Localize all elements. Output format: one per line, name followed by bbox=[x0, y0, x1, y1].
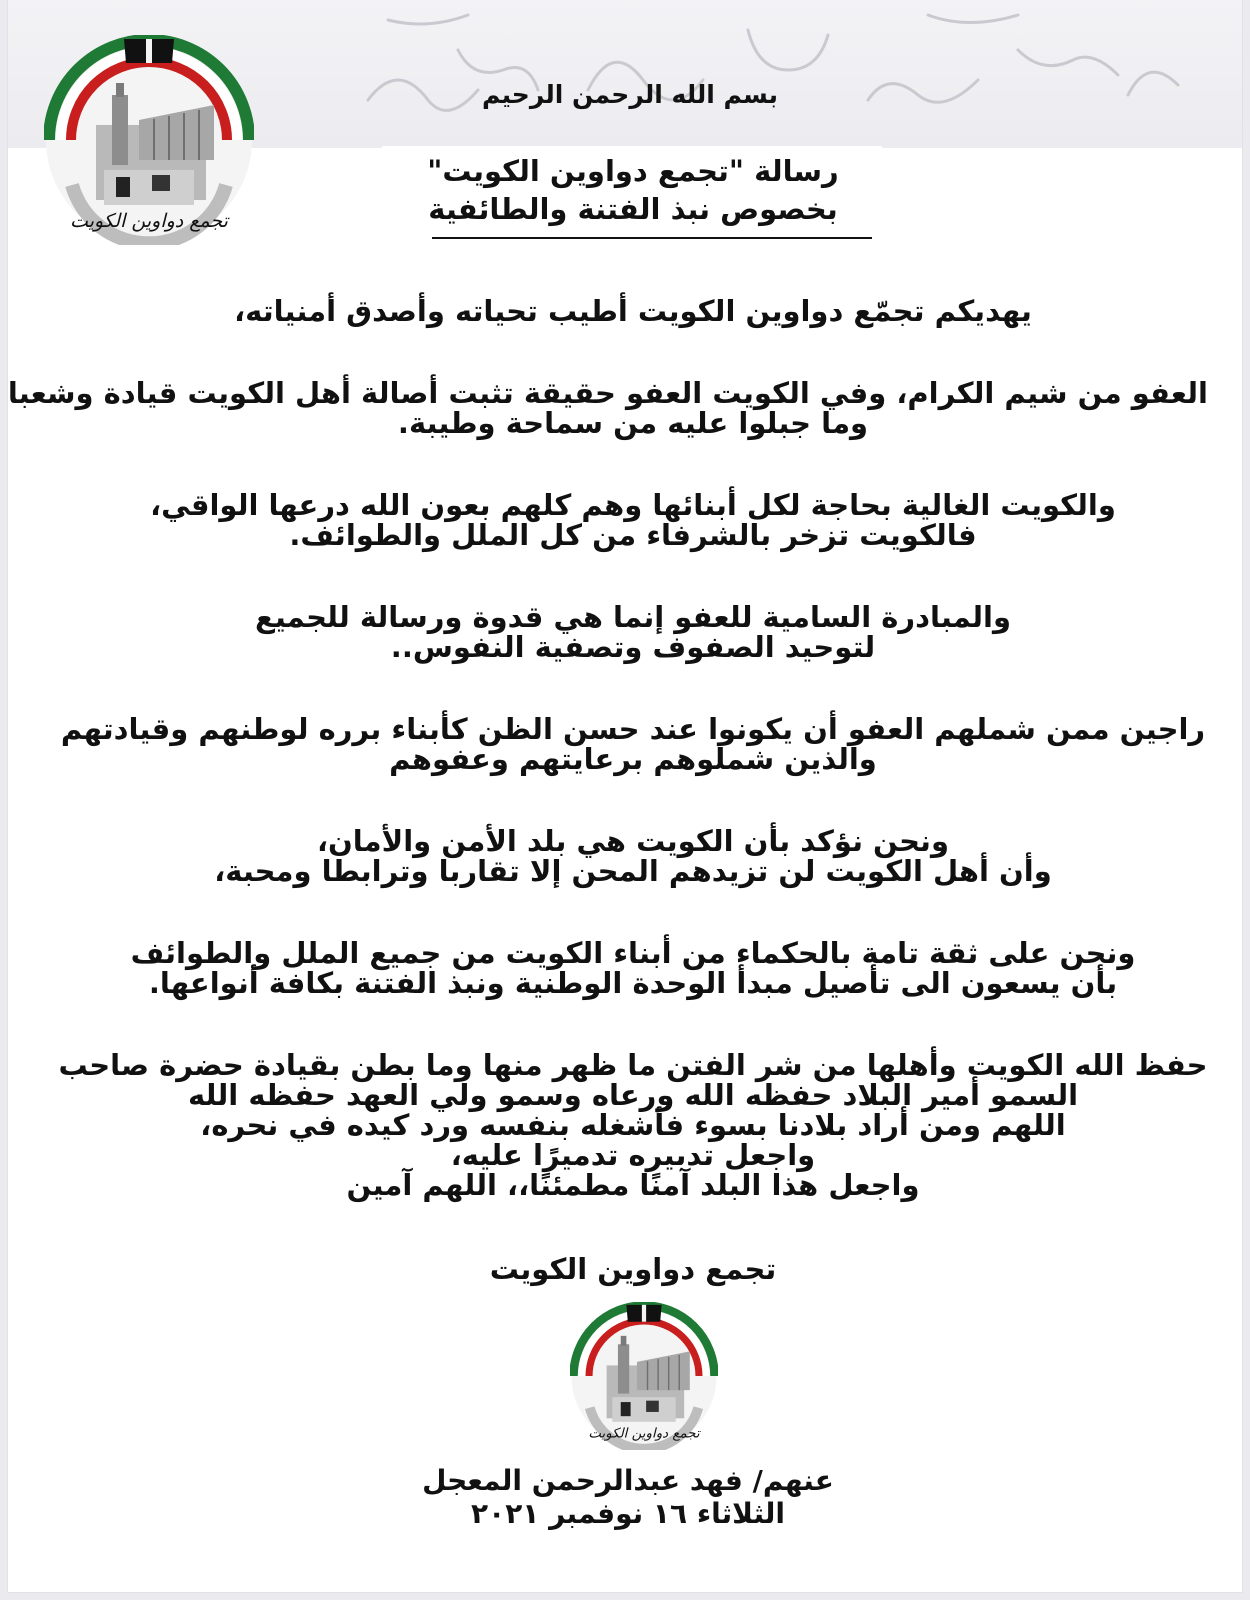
paragraph bbox=[58, 826, 1208, 886]
signer-name: عنهم/ فهد عبدالرحمن المعجل bbox=[422, 1464, 834, 1497]
letter-date: الثلاثاء ١٦ نوفمبر ٢٠٢١ bbox=[471, 1497, 785, 1530]
signer-block bbox=[368, 1464, 888, 1530]
basmala: بسم الله الرحمن الرحيم bbox=[482, 80, 778, 109]
letter-title: رسالة "تجمع دواوين الكويت" bbox=[427, 154, 839, 188]
paragraph bbox=[58, 1050, 1208, 1200]
paragraph-line: راجين ممن شملهم العفو أن يكونوا عند حسن الظن كأبناء برره لوطنهم وقيادتهم bbox=[60, 712, 1206, 746]
paragraph-line: حفظ الله الكويت وأهلها من شر الفتن ما ظهر منها وما بطن بقيادة حضرة صاحب bbox=[58, 1048, 1208, 1082]
paragraph-line: واجعل هذا البلد آمنًا مطمئنًا،، اللهم آمين bbox=[346, 1168, 920, 1202]
paragraph-line: واجعل تدبيره تدميرًا عليه، bbox=[450, 1138, 816, 1172]
calligraphy-watermark bbox=[328, 0, 1242, 148]
paragraph bbox=[7, 376, 1208, 440]
organization-logo bbox=[44, 35, 254, 245]
logo-calligraphy: تجمع دواوين الكويت bbox=[588, 1426, 700, 1442]
paragraph bbox=[58, 490, 1208, 550]
paragraph-line: والذين شملوهم برعايتهم وعفوهم bbox=[389, 742, 877, 776]
paragraph-line: وما جبلوا عليه من سماحة وطيبة. bbox=[397, 406, 869, 440]
paragraph-line: بأن يسعون الى تأصيل مبدأ الوحدة الوطنية ونبذ الفتنة بكافة أنواعها. bbox=[148, 966, 1118, 1000]
paragraph-line: السمو أمير البلاد حفظه الله ورعاه وسمو ولي العهد حفظه الله bbox=[187, 1078, 1079, 1112]
organization-signature: تجمع دواوين الكويت bbox=[489, 1252, 777, 1286]
paragraph bbox=[58, 938, 1208, 998]
paragraph bbox=[58, 296, 1208, 326]
paragraph-line: فالكويت تزخر بالشرفاء من كل الملل والطوائف. bbox=[289, 518, 977, 552]
title-underline bbox=[432, 237, 872, 239]
letter-body bbox=[7, 294, 1208, 1252]
paragraph-line: لتوحيد الصفوف وتصفية النفوس.. bbox=[390, 630, 876, 664]
paragraph-line: العفو من شيم الكرام، وفي الكويت العفو حقيقة تثبت أصالة أهل الكويت قيادة وشعبا bbox=[7, 376, 1208, 410]
paragraph-line: والكويت الغالية بحاجة لكل أبنائها وهم كلهم بعون الله درعها الواقي، bbox=[150, 488, 1116, 522]
logo-calligraphy: تجمع دواوين الكويت bbox=[70, 210, 228, 232]
paragraph-line: ونحن على ثقة تامة بالحكماء من أبناء الكويت من جميع الملل والطوائف bbox=[130, 936, 1136, 970]
paragraph-line: وأن أهل الكويت لن تزيدهم المحن إلا تقاربا وترابطا ومحبة، bbox=[214, 854, 1052, 888]
paragraph-line: والمبادرة السامية للعفو إنما هي قدوة ورسالة للجميع bbox=[255, 600, 1011, 634]
paragraph-line: اللهم ومن أراد بلادنا بسوء فأشغله بنفسه ورد كيده في نحره، bbox=[200, 1108, 1066, 1142]
paragraph bbox=[58, 714, 1208, 774]
letter-page bbox=[8, 0, 1242, 1592]
letter-subject: بخصوص نبذ الفتنة والطائفية bbox=[428, 192, 838, 226]
paragraph-line: يهديكم تجمّع دواوين الكويت أطيب تحياته وأصدق أمنياته، bbox=[234, 294, 1032, 328]
paragraph bbox=[58, 602, 1208, 662]
paragraph-line: ونحن نؤكد بأن الكويت هي بلد الأمن والأمان، bbox=[317, 824, 949, 858]
organization-logo-small bbox=[570, 1302, 718, 1450]
